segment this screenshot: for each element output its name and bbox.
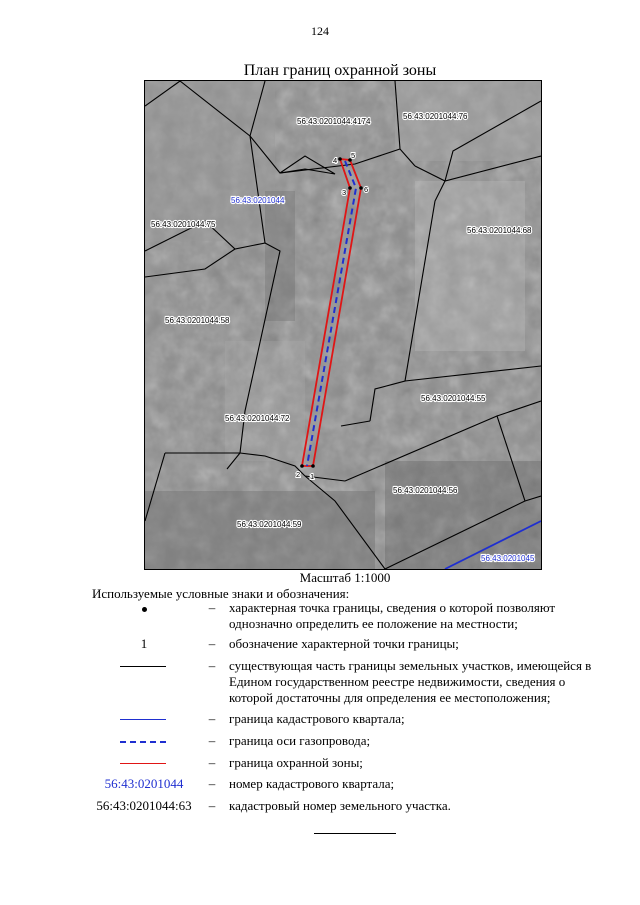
footer-rule xyxy=(314,833,396,834)
legend-text: существующая часть границы земельных участков, имеющейся в Едином государственном реестре недвижимости, сведения о которой достаточны для определения ее местоположения; xyxy=(229,658,592,705)
legend-dash: – xyxy=(208,755,216,770)
boundary-map xyxy=(144,80,542,570)
map-scale: Масштаб 1:1000 xyxy=(299,570,391,585)
legend-black-line-symbol xyxy=(120,666,166,667)
plot-label-56: 56:43:0201044:56 xyxy=(393,486,458,495)
legend-text: граница оси газопровода; xyxy=(229,733,371,748)
point-marker xyxy=(338,157,342,161)
point-label-3: 3 xyxy=(342,188,347,197)
point-marker xyxy=(300,464,304,468)
legend-text: кадастровый номер земельного участка. xyxy=(229,798,451,813)
legend-dot-symbol xyxy=(80,600,208,616)
legend-text: граница кадастрового квартала; xyxy=(229,711,405,726)
legend-text: граница охранной зоны; xyxy=(229,755,363,770)
plot-label-4174: 56:43:0201044:4174 xyxy=(297,117,371,126)
legend-dash: – xyxy=(208,600,216,615)
legend-dash: – xyxy=(208,658,216,673)
point-marker xyxy=(348,186,352,190)
point-label-5: 5 xyxy=(351,151,356,160)
plot-label-55: 56:43:0201044:55 xyxy=(421,394,486,403)
legend-text: номер кадастрового квартала; xyxy=(229,776,395,791)
legend-dash: – xyxy=(208,798,216,813)
legend-red-line-symbol xyxy=(120,763,166,764)
page-number: 124 xyxy=(311,24,329,38)
map-title: План границ охранной зоны xyxy=(243,62,437,79)
aerial-imagery xyxy=(145,81,541,569)
legend-title: Используемые условные знаки и обозначения: xyxy=(92,586,350,601)
legend-dash: – xyxy=(208,636,216,651)
plot-label-68: 56:43:0201044:68 xyxy=(467,226,532,235)
legend-quarter-number-symbol: 56:43:0201044 xyxy=(104,776,184,791)
quarter-label-0201044: 56:43:0201044 xyxy=(231,196,285,205)
point-label-2: 2 xyxy=(296,470,301,479)
plot-label-58: 56:43:0201044:58 xyxy=(165,316,230,325)
quarter-label-0201045: 56:43:0201045 xyxy=(481,554,535,563)
legend-dash: – xyxy=(208,733,216,748)
legend-plot-number-symbol: 56:43:0201044:63 xyxy=(96,798,192,813)
legend-blue-dash-symbol xyxy=(120,741,166,743)
plot-label-75: 56:43:0201044:75 xyxy=(151,220,216,229)
legend-dash: – xyxy=(208,776,216,791)
point-label-1: 1 xyxy=(310,472,315,481)
point-marker xyxy=(359,186,363,190)
plot-label-76: 56:43:0201044:76 xyxy=(403,112,468,121)
legend-blue-line-symbol xyxy=(120,719,166,720)
plot-label-72: 56:43:0201044:72 xyxy=(225,414,290,423)
point-label-4: 4 xyxy=(333,156,338,165)
point-marker xyxy=(311,464,315,468)
point-label-6: 6 xyxy=(364,185,369,194)
legend-number-symbol: 1 xyxy=(140,636,148,651)
legend-text: обозначение характерной точки границы; xyxy=(229,636,459,651)
legend-dash: – xyxy=(208,711,216,726)
plot-label-59: 56:43:0201044:59 xyxy=(237,520,302,529)
legend-text: характерная точка границы, сведения о которой позволяют однозначно определить ее положение на местности; xyxy=(229,600,556,631)
